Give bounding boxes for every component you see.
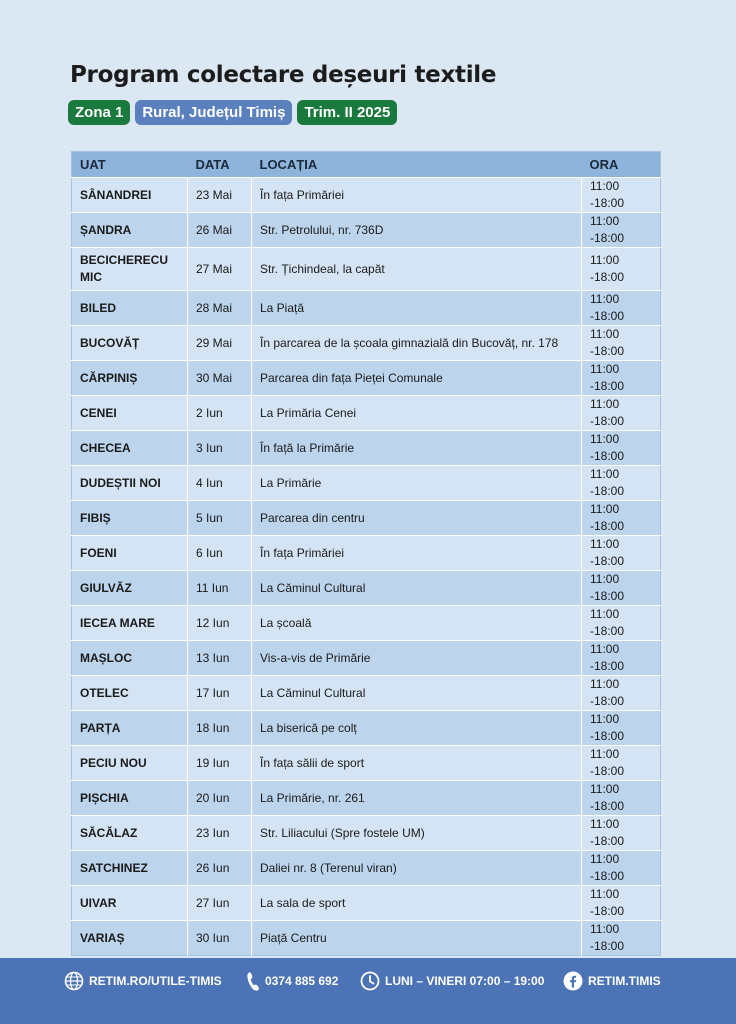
date-cell: 26 Iun	[188, 851, 252, 886]
hours-cell: 11:00 -18:00	[582, 178, 661, 213]
hours-cell: 11:00 -18:00	[582, 641, 661, 676]
website-text: RETIM.RO/UTILE-TIMIS	[89, 974, 222, 988]
hours-cell: 11:00 -18:00	[582, 676, 661, 711]
hours-cell: 11:00 -18:00	[582, 571, 661, 606]
table-row	[72, 396, 661, 431]
table-row	[72, 291, 661, 326]
uat-cell: OTELEC	[72, 676, 188, 711]
hours-cell: 11:00 -18:00	[582, 361, 661, 396]
date-cell: 5 Iun	[188, 501, 252, 536]
hours-cell: 11:00 -18:00	[582, 536, 661, 571]
column-header-hours: ORA	[582, 152, 661, 178]
uat-cell: FIBIȘ	[72, 501, 188, 536]
uat-cell: VARIAȘ	[72, 921, 188, 956]
hours-cell: 11:00 -18:00	[582, 781, 661, 816]
uat-cell: CHECEA	[72, 431, 188, 466]
page-title: Program colectare deșeuri textile	[70, 62, 497, 88]
date-cell: 26 Mai	[188, 213, 252, 248]
date-cell: 30 Mai	[188, 361, 252, 396]
clock-icon	[360, 971, 385, 991]
column-header-location: LOCAȚIA	[252, 152, 582, 178]
date-cell: 28 Mai	[188, 291, 252, 326]
table-row	[72, 921, 661, 956]
uat-cell: PARȚA	[72, 711, 188, 746]
table-row	[72, 361, 661, 396]
hours-cell: 11:00 -18:00	[582, 326, 661, 361]
uat-cell: SÂNANDREI	[72, 178, 188, 213]
location-cell: Str. Liliacului (Spre fostele UM)	[252, 816, 582, 851]
facebook-icon	[563, 971, 588, 991]
table-row	[72, 676, 661, 711]
table-row	[72, 886, 661, 921]
hours-cell: 11:00 -18:00	[582, 248, 661, 291]
footer-hours	[360, 970, 544, 992]
hours-text: LUNI – VINERI 07:00 – 19:00	[385, 974, 545, 988]
table-row	[72, 536, 661, 571]
uat-cell: BILED	[72, 291, 188, 326]
hours-cell: 11:00 -18:00	[582, 746, 661, 781]
quarter-tag: Trim. II 2025	[297, 100, 397, 125]
location-cell: Parcarea din fața Pieței Comunale	[252, 361, 582, 396]
hours-cell: 11:00 -18:00	[582, 291, 661, 326]
location-cell: La Căminul Cultural	[252, 676, 582, 711]
date-cell: 23 Mai	[188, 178, 252, 213]
table-row	[72, 466, 661, 501]
table-row	[72, 431, 661, 466]
table-row	[72, 781, 661, 816]
hours-cell: 11:00 -18:00	[582, 501, 661, 536]
uat-cell: PIȘCHIA	[72, 781, 188, 816]
location-cell: La biserică pe colț	[252, 711, 582, 746]
date-cell: 11 Iun	[188, 571, 252, 606]
zone-tag: Zona 1	[68, 100, 130, 125]
date-cell: 30 Iun	[188, 921, 252, 956]
uat-cell: CENEI	[72, 396, 188, 431]
uat-cell: MAȘLOC	[72, 641, 188, 676]
uat-cell: UIVAR	[72, 886, 188, 921]
region-tag: Rural, Județul Timiș	[135, 100, 292, 125]
uat-cell: GIULVĂZ	[72, 571, 188, 606]
footer-website[interactable]	[64, 970, 222, 992]
date-cell: 18 Iun	[188, 711, 252, 746]
footer-bar	[0, 958, 736, 1024]
date-cell: 4 Iun	[188, 466, 252, 501]
table-row	[72, 816, 661, 851]
table-header-row	[72, 152, 661, 178]
uat-cell: SATCHINEZ	[72, 851, 188, 886]
uat-cell: PECIU NOU	[72, 746, 188, 781]
location-cell: La Primărie, nr. 261	[252, 781, 582, 816]
hours-cell: 11:00 -18:00	[582, 431, 661, 466]
hours-cell: 11:00 -18:00	[582, 886, 661, 921]
column-header-uat: UAT	[72, 152, 188, 178]
location-cell: În față la Primărie	[252, 431, 582, 466]
table-row	[72, 746, 661, 781]
location-cell: La Căminul Cultural	[252, 571, 582, 606]
location-cell: La Primărie	[252, 466, 582, 501]
table-row	[72, 213, 661, 248]
facebook-text: RETIM.TIMIS	[588, 974, 661, 988]
hours-cell: 11:00 -18:00	[582, 213, 661, 248]
table-row	[72, 606, 661, 641]
uat-cell: BUCOVĂȚ	[72, 326, 188, 361]
date-cell: 2 Iun	[188, 396, 252, 431]
hours-cell: 11:00 -18:00	[582, 606, 661, 641]
location-cell: Parcarea din centru	[252, 501, 582, 536]
hours-cell: 11:00 -18:00	[582, 466, 661, 501]
phone-text: 0374 885 692	[265, 974, 339, 988]
phone-icon	[246, 971, 265, 991]
location-cell: În fața Primăriei	[252, 536, 582, 571]
location-cell: Daliei nr. 8 (Terenul viran)	[252, 851, 582, 886]
hours-cell: 11:00 -18:00	[582, 396, 661, 431]
date-cell: 17 Iun	[188, 676, 252, 711]
location-cell: La Piață	[252, 291, 582, 326]
footer-phone[interactable]	[246, 970, 338, 992]
hours-cell: 11:00 -18:00	[582, 851, 661, 886]
date-cell: 27 Mai	[188, 248, 252, 291]
date-cell: 19 Iun	[188, 746, 252, 781]
table-row	[72, 248, 661, 291]
location-cell: La sala de sport	[252, 886, 582, 921]
date-cell: 27 Iun	[188, 886, 252, 921]
table-row	[72, 851, 661, 886]
table-row	[72, 326, 661, 361]
location-cell: Vis-a-vis de Primărie	[252, 641, 582, 676]
date-cell: 13 Iun	[188, 641, 252, 676]
date-cell: 6 Iun	[188, 536, 252, 571]
date-cell: 20 Iun	[188, 781, 252, 816]
schedule-table	[71, 151, 661, 956]
uat-cell: FOENI	[72, 536, 188, 571]
date-cell: 29 Mai	[188, 326, 252, 361]
location-cell: În fața sălii de sport	[252, 746, 582, 781]
footer-facebook[interactable]	[563, 970, 661, 992]
date-cell: 23 Iun	[188, 816, 252, 851]
table-row	[72, 571, 661, 606]
globe-icon	[64, 971, 89, 991]
table-row	[72, 178, 661, 213]
uat-cell: ȘANDRA	[72, 213, 188, 248]
hours-cell: 11:00 -18:00	[582, 816, 661, 851]
location-cell: Piață Centru	[252, 921, 582, 956]
uat-cell: CĂRPINIȘ	[72, 361, 188, 396]
date-cell: 3 Iun	[188, 431, 252, 466]
uat-cell: DUDEȘTII NOI	[72, 466, 188, 501]
column-header-date: DATA	[188, 152, 252, 178]
location-cell: În fața Primăriei	[252, 178, 582, 213]
location-cell: La școală	[252, 606, 582, 641]
date-cell: 12 Iun	[188, 606, 252, 641]
hours-cell: 11:00 -18:00	[582, 921, 661, 956]
location-cell: La Primăria Cenei	[252, 396, 582, 431]
uat-cell: BECICHERECU MIC	[72, 248, 188, 291]
location-cell: Str. Țichindeal, la capăt	[252, 248, 582, 291]
table-row	[72, 501, 661, 536]
uat-cell: SĂCĂLAZ	[72, 816, 188, 851]
location-cell: În parcarea de la școala gimnazială din Bucovăț, nr. 178	[252, 326, 582, 361]
table-row	[72, 711, 661, 746]
uat-cell: IECEA MARE	[72, 606, 188, 641]
tag-group	[68, 100, 397, 125]
location-cell: Str. Petrolului, nr. 736D	[252, 213, 582, 248]
hours-cell: 11:00 -18:00	[582, 711, 661, 746]
table-row	[72, 641, 661, 676]
